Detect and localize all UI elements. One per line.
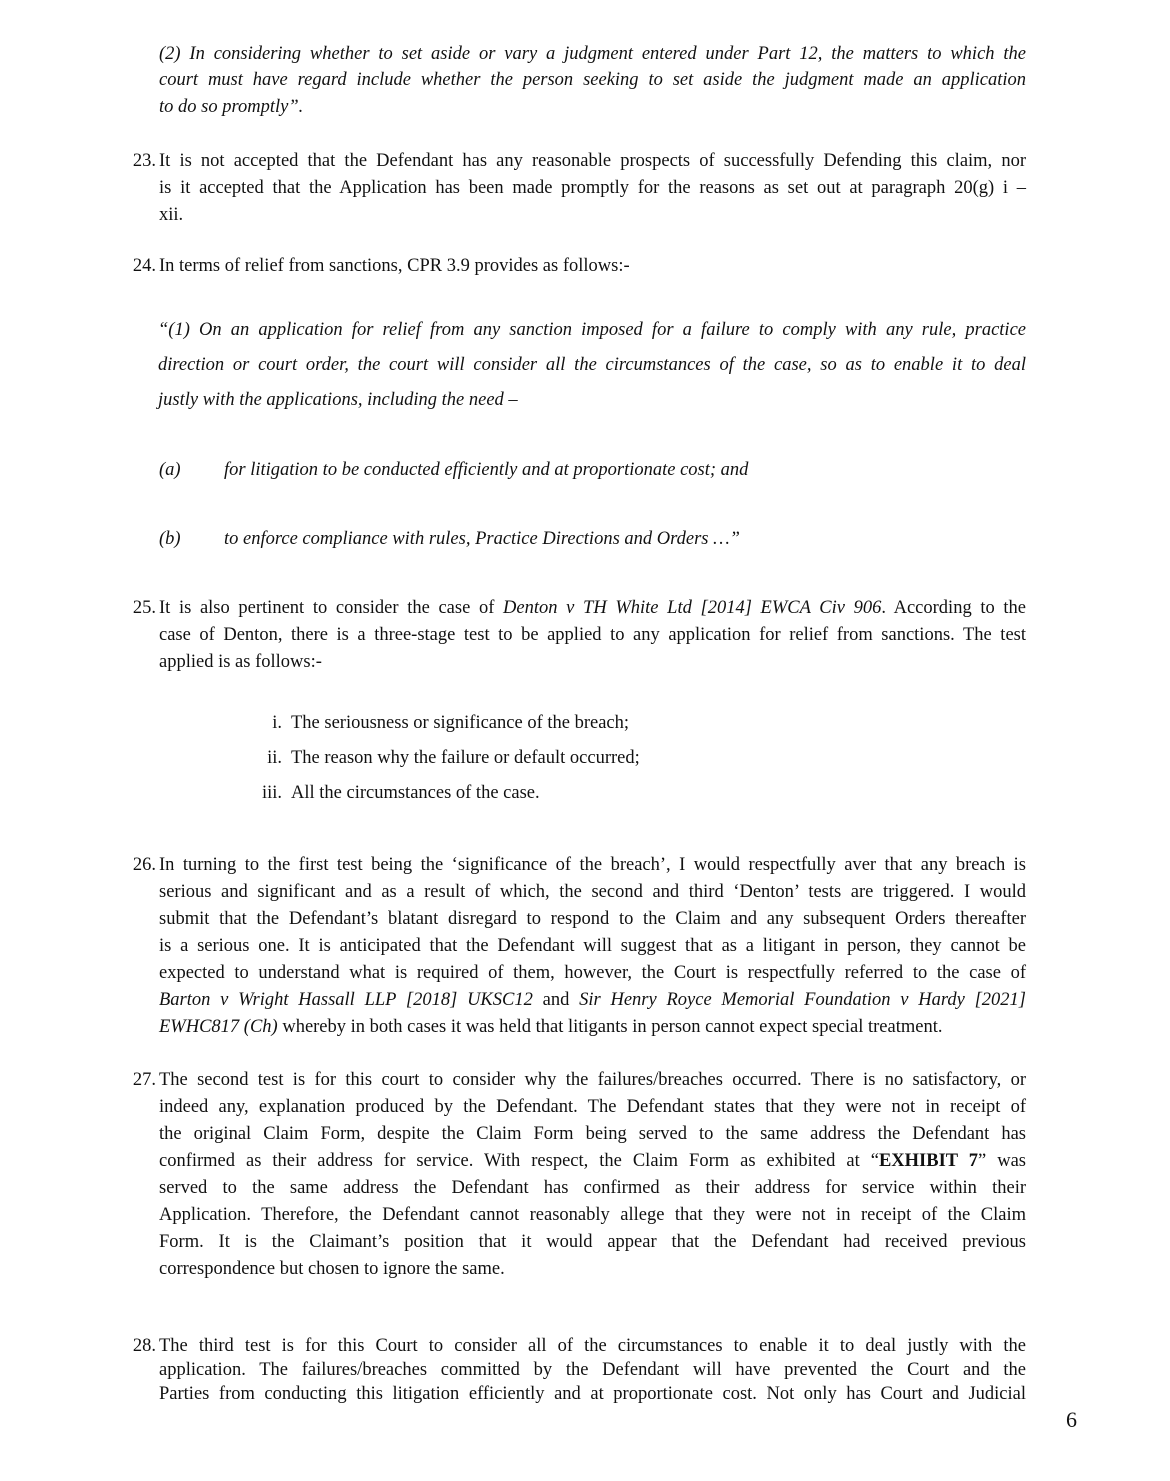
case-citation: EWHC817 (Ch) [159, 1017, 278, 1037]
item-label: (b) [159, 529, 181, 549]
paragraph-line: application. The failures/breaches committed by the Defendant will have prevented the Court and the [159, 1360, 1026, 1380]
paragraph-line [159, 990, 1026, 1011]
text: . According to the [881, 598, 1027, 618]
paragraph-number: 26. [132, 855, 156, 875]
text: It is also pertinent to consider the case of [159, 598, 504, 618]
paragraph-number: 24. [132, 256, 156, 276]
paragraph-line: is a serious one. It is anticipated that the Defendant will suggest that as a litigant in person, they cannot be [159, 936, 1026, 956]
cpr-quote-line: “(1) On an application for relief from any sanction imposed for a failure to comply with any rule, practice [158, 320, 1026, 340]
paragraph-line: serious and significant and as a result of which, the second and third ‘Denton’ tests are triggered. I would [159, 882, 1026, 902]
cpr-quote-line: justly with the applications, including the need – [158, 390, 518, 410]
quote-line: court must have regard include whether the person seeking to set aside the judgment made an application [159, 70, 1026, 90]
paragraph-line: indeed any, explanation produced by the Defendant. The Defendant states that they were not in receipt of [159, 1097, 1026, 1117]
paragraph-line [159, 598, 1026, 619]
paragraph-line: case of Denton, there is a three-stage test to be applied to any application for relief from sanctions. The test [159, 625, 1026, 645]
paragraph-line: the original Claim Form, despite the Claim Form being served to the same address the Defendant has [159, 1124, 1026, 1144]
paragraph-line: It is not accepted that the Defendant has any reasonable prospects of successfully Defending this claim, nor [159, 151, 1026, 171]
quote-line: to do so promptly”. [159, 97, 304, 117]
paragraph-line: In terms of relief from sanctions, CPR 3.9 provides as follows:- [159, 256, 630, 276]
text: ” was [978, 1151, 1026, 1171]
exhibit-reference: EXHIBIT 7 [878, 1151, 979, 1171]
paragraph-line: In turning to the first test being the ‘significance of the breach’, I would respectfully aver that any breach is [159, 855, 1026, 875]
paragraph-line: xii. [159, 205, 184, 225]
test-label: ii. [267, 748, 282, 768]
paragraph-line: correspondence but chosen to ignore the same. [159, 1259, 505, 1279]
paragraph-line: is it accepted that the Application has been made promptly for the reasons as set out at paragraph 20(g) i – [159, 178, 1026, 198]
paragraph-number: 25. [132, 598, 156, 618]
text: whereby in both cases it was held that litigants in person cannot expect special treatment. [277, 1017, 943, 1037]
case-citation: Sir Henry Royce Memorial Foundation v Hardy [2021] [579, 990, 1026, 1010]
paragraph-number: 27. [132, 1070, 156, 1090]
test-text: The seriousness or significance of the breach; [291, 713, 630, 733]
case-citation: Denton v TH White Ltd [2014] EWCA Civ 906 [503, 598, 882, 618]
paragraph-number: 28. [132, 1336, 156, 1356]
case-citation: Barton v Wright Hassall LLP [2018] UKSC12 [159, 990, 533, 1010]
paragraph-number: 23. [132, 151, 156, 171]
paragraph-line: served to the same address the Defendant has confirmed as their address for service within their [159, 1178, 1026, 1198]
test-label: iii. [261, 783, 282, 803]
paragraph-line: submit that the Defendant’s blatant disregard to respond to the Claim and any subsequent Orders thereafter [159, 909, 1026, 929]
quote-line: (2) In considering whether to set aside or vary a judgment entered under Part 12, the matters to which the [159, 44, 1026, 64]
test-label: i. [272, 713, 282, 733]
paragraph-line: The second test is for this court to consider why the failures/breaches occurred. There is no satisfactory, or [159, 1070, 1026, 1090]
paragraph-line: Form. It is the Claimant’s position that it would appear that the Defendant had received previous [159, 1232, 1026, 1252]
paragraph-line: The third test is for this Court to consider all of the circumstances to enable it to deal justly with the [159, 1336, 1026, 1356]
paragraph-line: Parties from conducting this litigation efficiently and at proportionate cost. Not only has Court and Judicial [159, 1384, 1026, 1404]
page-number: 6 [1066, 1407, 1077, 1432]
cpr-quote-line: direction or court order, the court will consider all the circumstances of the case, so as to enable it to deal [158, 355, 1026, 375]
text: confirmed as their address for service. With respect, the Claim Form as exhibited at “ [159, 1151, 879, 1171]
test-text: The reason why the failure or default occurred; [291, 748, 640, 768]
paragraph-line [159, 1017, 942, 1038]
text: and [532, 990, 580, 1010]
item-text: for litigation to be conducted efficiently and at proportionate cost; and [224, 460, 749, 480]
item-text: to enforce compliance with rules, Practice Directions and Orders …” [224, 529, 740, 549]
item-label: (a) [159, 460, 181, 480]
paragraph-line: expected to understand what is required of them, however, the Court is respectfully referred to the case of [159, 963, 1026, 983]
paragraph-line [159, 1151, 1026, 1172]
paragraph-line: Application. Therefore, the Defendant cannot reasonably allege that they were not in receipt of the Claim [159, 1205, 1026, 1225]
paragraph-line: applied is as follows:- [159, 652, 322, 672]
test-text: All the circumstances of the case. [291, 783, 540, 803]
